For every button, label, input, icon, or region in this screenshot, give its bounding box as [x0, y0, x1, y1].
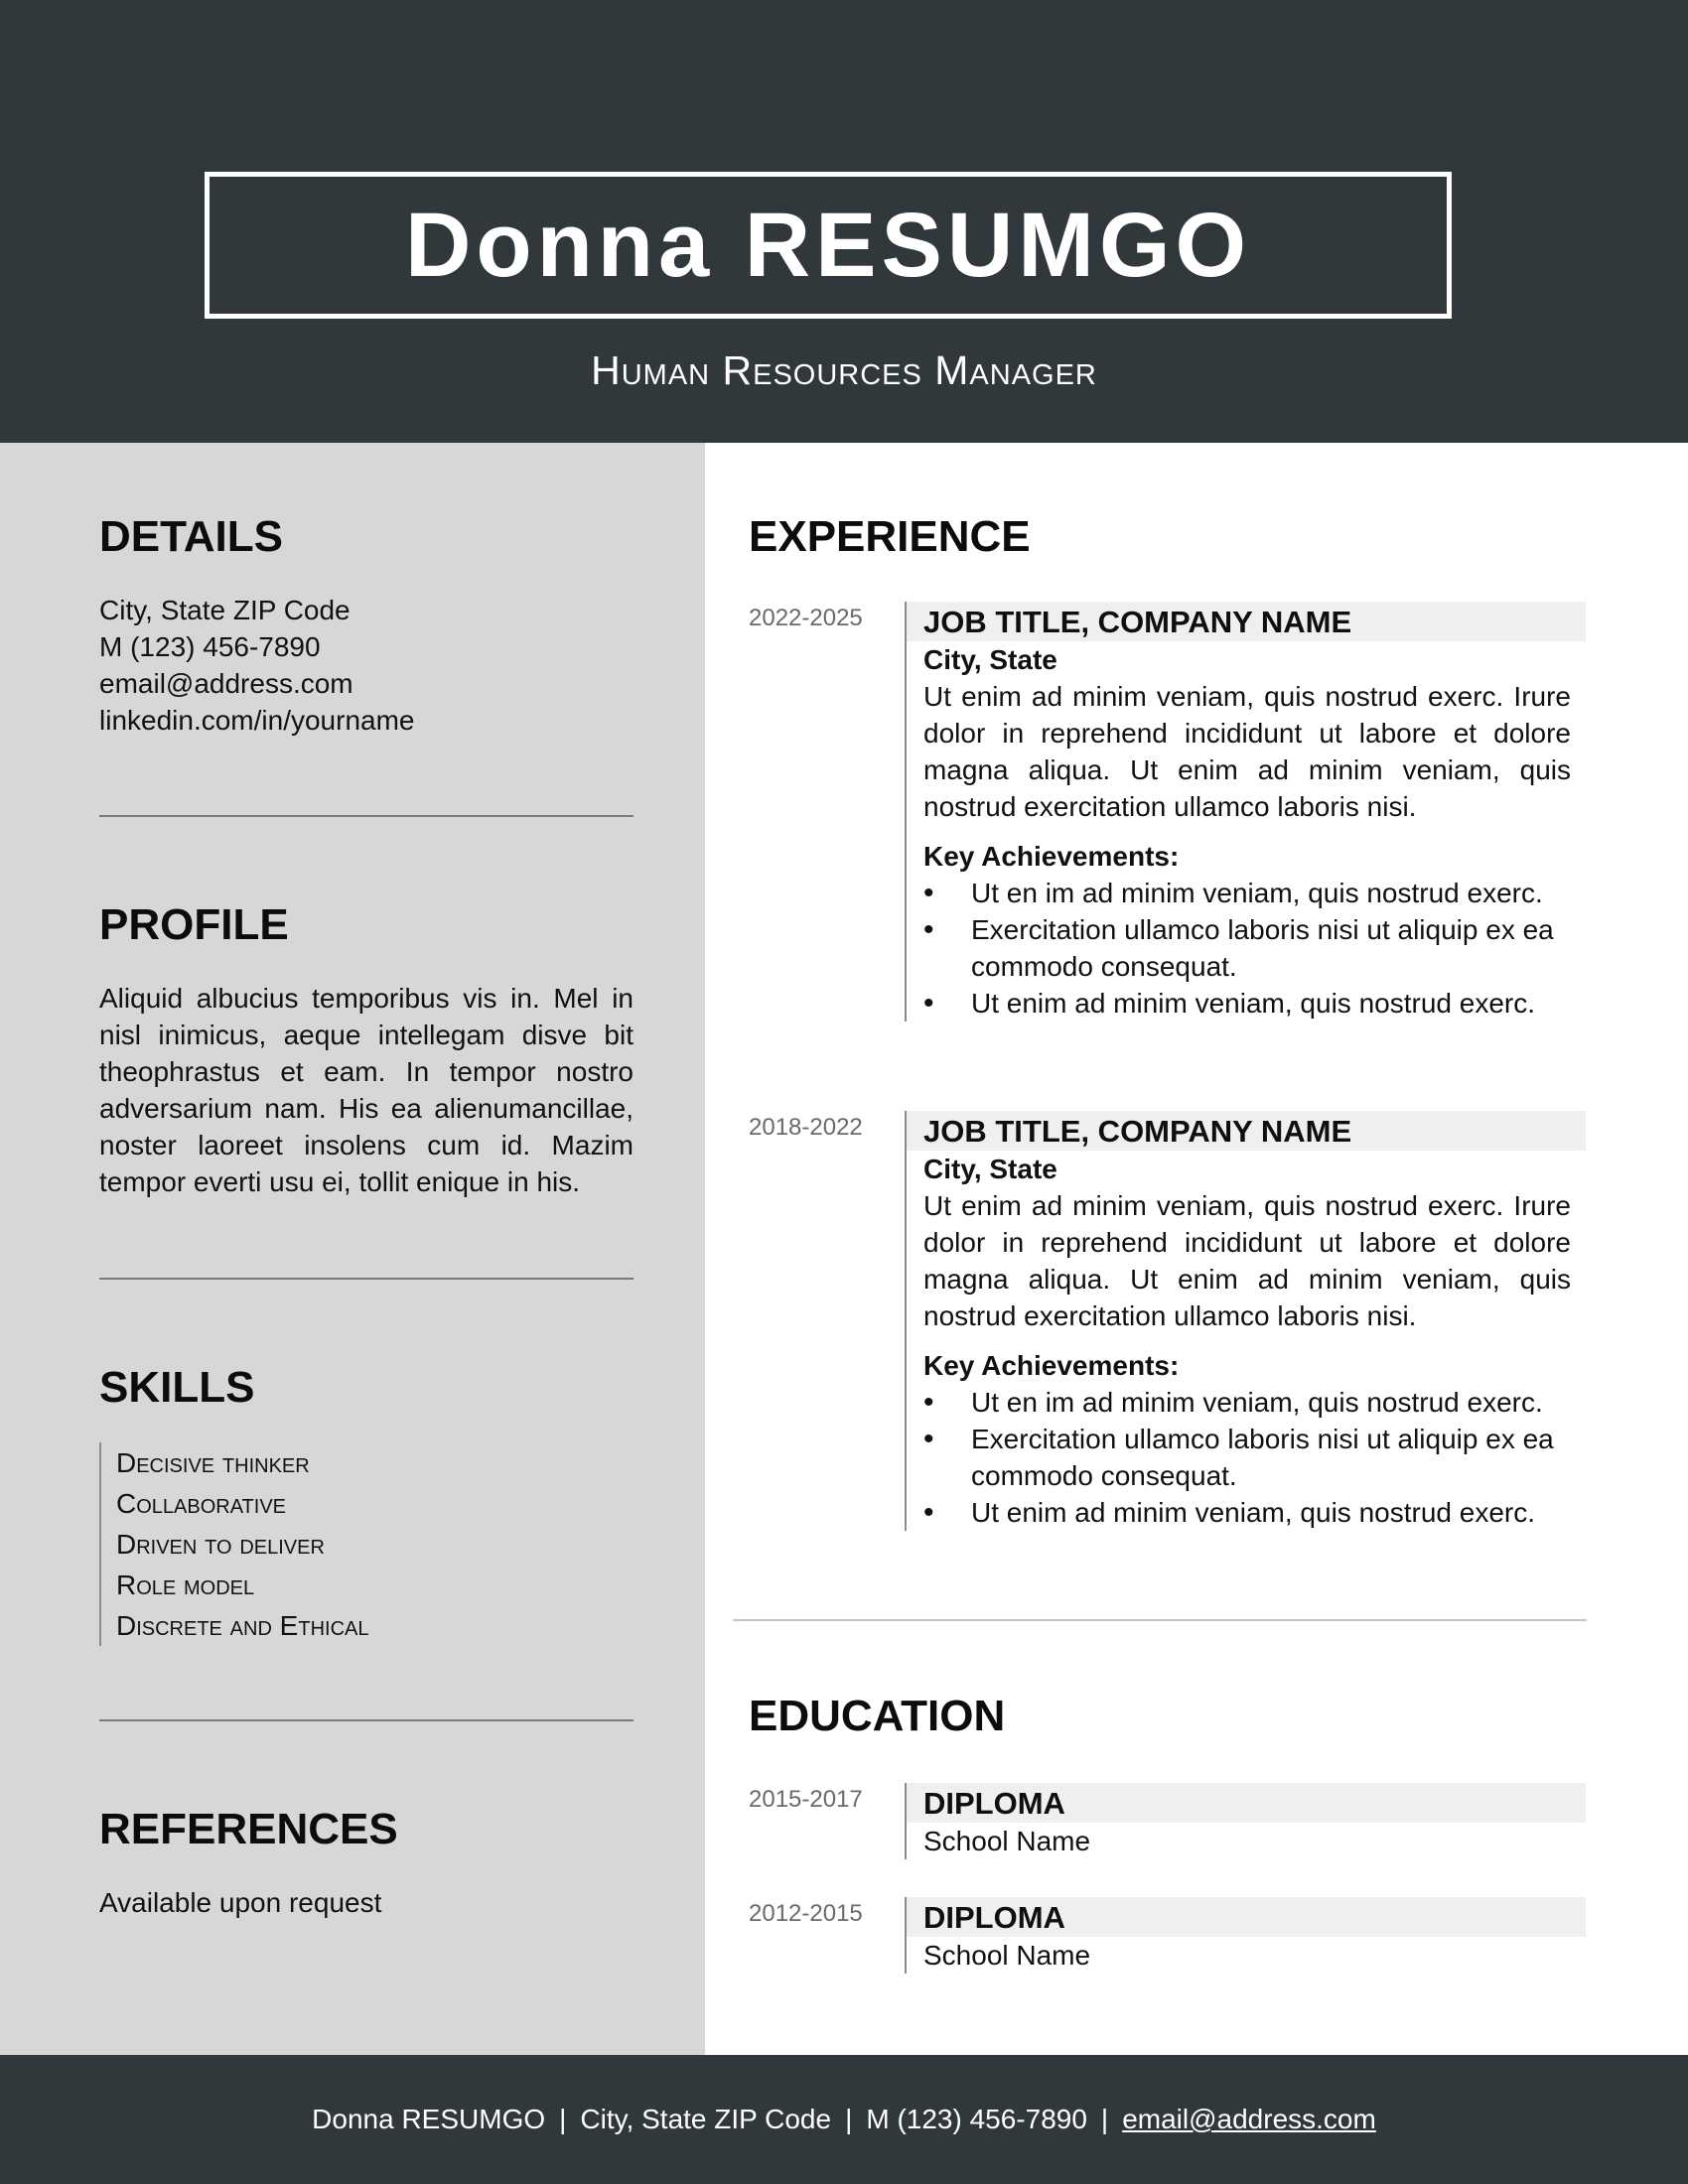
- achievements-list: [923, 1384, 1571, 1531]
- job-title-company: JOB TITLE, COMPANY NAME: [907, 1111, 1586, 1151]
- job-entry: [905, 1111, 1586, 1531]
- job-location: City, State: [923, 644, 1057, 675]
- education-entry: [905, 1897, 1586, 1974]
- education-heading: EDUCATION: [749, 1692, 1006, 1740]
- footer-separator: |: [559, 2104, 567, 2134]
- name-frame: [205, 172, 1452, 319]
- education-years: 2015-2017: [749, 1786, 863, 1813]
- skill-item: Collaborative: [116, 1488, 287, 1519]
- achievement-item: • Ut enim ad minim veniam, quis nostrud exerc.: [923, 985, 1571, 1022]
- details-linkedin: linkedin.com/in/yourname: [99, 705, 415, 736]
- footer-bar: [0, 2055, 1688, 2184]
- details-address: City, State ZIP Code: [99, 595, 351, 625]
- skills-list: [99, 1442, 368, 1646]
- profile-text: Aliquid albucius temporibus vis in. Mel in nisl inimicus, aeque intellegam disve bit theophrastus et eam. In tempor nostro adversarium nam. His ea alienumancillae, noster laoreet insolens cum id. Mazim tempor everti usu ei, tollit enique in his.: [99, 983, 633, 1197]
- skill-item: Driven to deliver: [116, 1529, 325, 1560]
- school-name: School Name: [923, 1940, 1091, 1971]
- job-years: 2018-2022: [749, 1114, 863, 1141]
- references-heading: REFERENCES: [99, 1805, 398, 1853]
- job-entry: [905, 602, 1586, 1022]
- school-name: School Name: [923, 1826, 1091, 1856]
- job-location: City, State: [923, 1154, 1057, 1184]
- header-banner: [0, 0, 1688, 443]
- achievement-item: • Exercitation ullamco laboris nisi ut aliquip ex ea commodo consequat.: [923, 1421, 1571, 1494]
- footer-email-link[interactable]: email@address.com: [1122, 2104, 1376, 2134]
- experience-heading: EXPERIENCE: [749, 512, 1031, 561]
- section-divider: [99, 1278, 633, 1280]
- achievement-item: • Ut en im ad minim veniam, quis nostrud exerc.: [923, 1384, 1571, 1421]
- job-body: [907, 641, 1586, 1022]
- education-years: 2012-2015: [749, 1900, 863, 1927]
- footer-separator: |: [845, 2104, 853, 2134]
- footer-separator: |: [1100, 2104, 1109, 2134]
- details-email: email@address.com: [99, 668, 353, 699]
- degree-title: DIPLOMA: [907, 1783, 1586, 1823]
- section-divider: [733, 1619, 1587, 1621]
- education-entry: [905, 1783, 1586, 1859]
- achievements-label: Key Achievements:: [923, 841, 1180, 872]
- degree-title: DIPLOMA: [907, 1897, 1586, 1937]
- footer-name: Donna RESUMGO: [312, 2104, 546, 2134]
- job-description: Ut enim ad minim veniam, quis nostrud exerc. Irure dolor in reprehend incididunt ut labore et dolore magna aliqua. Ut enim ad minim veniam, quis nostrud exercitation ullamco laboris nisi.: [923, 681, 1571, 822]
- skill-item: Decisive thinker: [116, 1447, 310, 1478]
- details-phone: M (123) 456-7890: [99, 631, 321, 662]
- achievement-item: • Ut enim ad minim veniam, quis nostrud exerc.: [923, 1494, 1571, 1531]
- footer-address: City, State ZIP Code: [580, 2104, 832, 2134]
- skill-item: Role model: [116, 1570, 255, 1600]
- job-title: Human Resources Manager: [591, 347, 1097, 393]
- job-description: Ut enim ad minim veniam, quis nostrud exerc. Irure dolor in reprehend incididunt ut labore et dolore magna aliqua. Ut enim ad minim veniam, quis nostrud exercitation ullamco laboris nisi.: [923, 1190, 1571, 1331]
- skill-item: Discrete and Ethical: [116, 1610, 369, 1641]
- achievement-item: • Exercitation ullamco laboris nisi ut aliquip ex ea commodo consequat.: [923, 911, 1571, 985]
- job-years: 2022-2025: [749, 605, 863, 631]
- details-heading: DETAILS: [99, 512, 283, 561]
- job-body: [907, 1151, 1586, 1531]
- skills-heading: SKILLS: [99, 1363, 255, 1412]
- details-list: [99, 592, 635, 739]
- profile-heading: PROFILE: [99, 900, 289, 949]
- achievement-item: • Ut en im ad minim veniam, quis nostrud exerc.: [923, 875, 1571, 911]
- footer-phone: M (123) 456-7890: [866, 2104, 1087, 2134]
- section-divider: [99, 1719, 633, 1721]
- job-title-company: JOB TITLE, COMPANY NAME: [907, 602, 1586, 641]
- section-divider: [99, 815, 633, 817]
- candidate-name: Donna RESUMGO: [404, 194, 1252, 296]
- achievements-list: [923, 875, 1571, 1022]
- achievements-label: Key Achievements:: [923, 1350, 1180, 1381]
- references-text: Available upon request: [99, 1887, 382, 1918]
